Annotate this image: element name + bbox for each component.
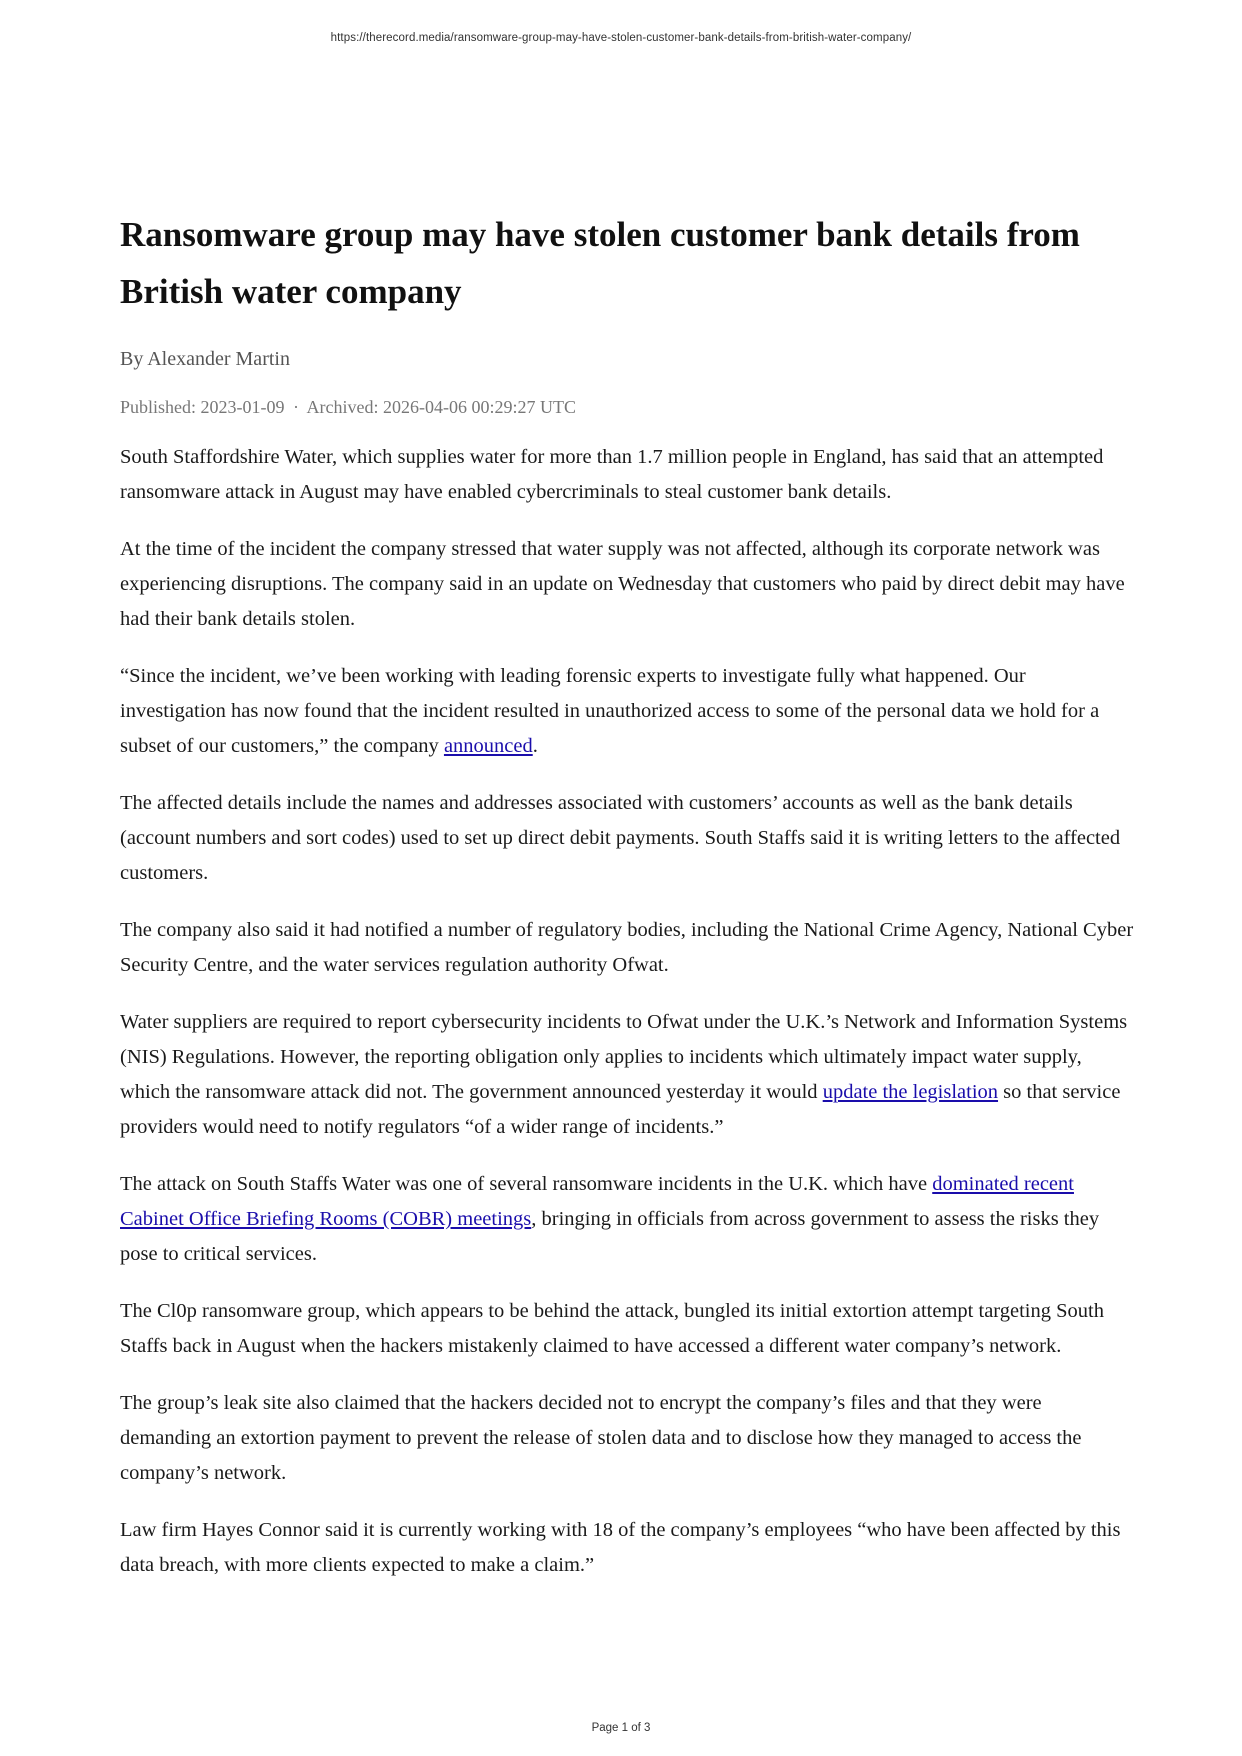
paragraph-6 — [120, 1005, 1135, 1145]
date-separator: · — [293, 397, 299, 417]
page-number-footer: Page 1 of 3 — [591, 1722, 651, 1734]
article-title: Ransomware group may have stolen customer bank details from British water company — [120, 215, 1080, 311]
paragraph-7-text: The attack on South Staffs Water was one of several ransomware incidents in the U.K. which have — [120, 1173, 933, 1195]
archived-date: Archived: 2026-04-06 00:29:27 UTC — [306, 397, 576, 417]
paragraph-5: The company also said it had notified a number of regulatory bodies, including the National Crime Agency, National Cyber Security Centre, and the water services regulation authority Ofwat. — [120, 919, 1134, 976]
paragraph-6-end: so that service providers would need to notify regulators “of a wider range of incidents.” — [120, 1081, 1121, 1138]
cobr-meetings-link[interactable]: dominated recent Cabinet Office Briefing Rooms (COBR) meetings — [120, 1173, 1074, 1230]
announced-link[interactable]: announced — [443, 735, 533, 757]
paragraph-6-text: Water suppliers are required to report cybersecurity incidents to Ofwat under the U.K.’s Network and Information Systems (NIS) Regulations. However, the reporting obligation only applies to incidents which ultimately impact water supply, which the ransomware attack did not. The government announced yesterday it would — [120, 1011, 1128, 1103]
paragraph-1: South Staffordshire Water, which supplies water for more than 1.7 million people in England, has said that an attempted ransomware attack in August may have enabled cybercriminals to steal customer bank details. — [120, 446, 1104, 503]
paragraph-3-text: “Since the incident, we’ve been working with leading forensic experts to investigate fully what happened. Our investigation has now found that the incident resulted in unauthorized access to some of the personal data we hold for a subset of our customers,” the company — [120, 665, 1100, 757]
paragraph-8: The Cl0p ransomware group, which appears to be behind the attack, bungled its initial extortion attempt targeting South Staffs back in August when the hackers mistakenly claimed to have accessed a different water company’s network. — [120, 1300, 1104, 1357]
article-body — [120, 440, 1135, 1583]
paragraph-2: At the time of the incident the company stressed that water supply was not affected, although its corporate network was experiencing disruptions. The company said in an update on Wednesday that customers who paid by direct debit may have had their bank details stolen. — [120, 538, 1125, 630]
paragraph-7-end: , bringing in officials from across government to assess the risks they pose to critical services. — [120, 1208, 1100, 1265]
paragraph-9: The group’s leak site also claimed that the hackers decided not to encrypt the company’s files and that they were demanding an extortion payment to prevent the release of stolen data and to disclose how they managed to access the company’s network. — [120, 1392, 1082, 1484]
article — [120, 206, 1135, 1605]
update-legislation-link[interactable]: update the legislation — [822, 1081, 999, 1103]
paragraph-3 — [120, 659, 1135, 764]
published-date: Published: 2023-01-09 — [120, 397, 285, 417]
paragraph-10: Law firm Hayes Connor said it is currently working with 18 of the company’s employees “who have been affected by this data breach, with more clients expected to make a claim.” — [120, 1519, 1121, 1576]
paragraph-3-end: . — [532, 735, 538, 757]
article-byline: By Alexander Martin — [120, 348, 290, 370]
page-url-header: https://therecord.media/ransomware-group-may-have-stolen-customer-bank-details-from-british-water-company/ — [330, 32, 912, 44]
paragraph-4: The affected details include the names and addresses associated with customers’ accounts as well as the bank details (account numbers and sort codes) used to set up direct debit payments. South Staffs said it is writing letters to the affected customers. — [120, 792, 1121, 884]
article-dates — [120, 395, 1135, 419]
paragraph-7 — [120, 1167, 1135, 1272]
